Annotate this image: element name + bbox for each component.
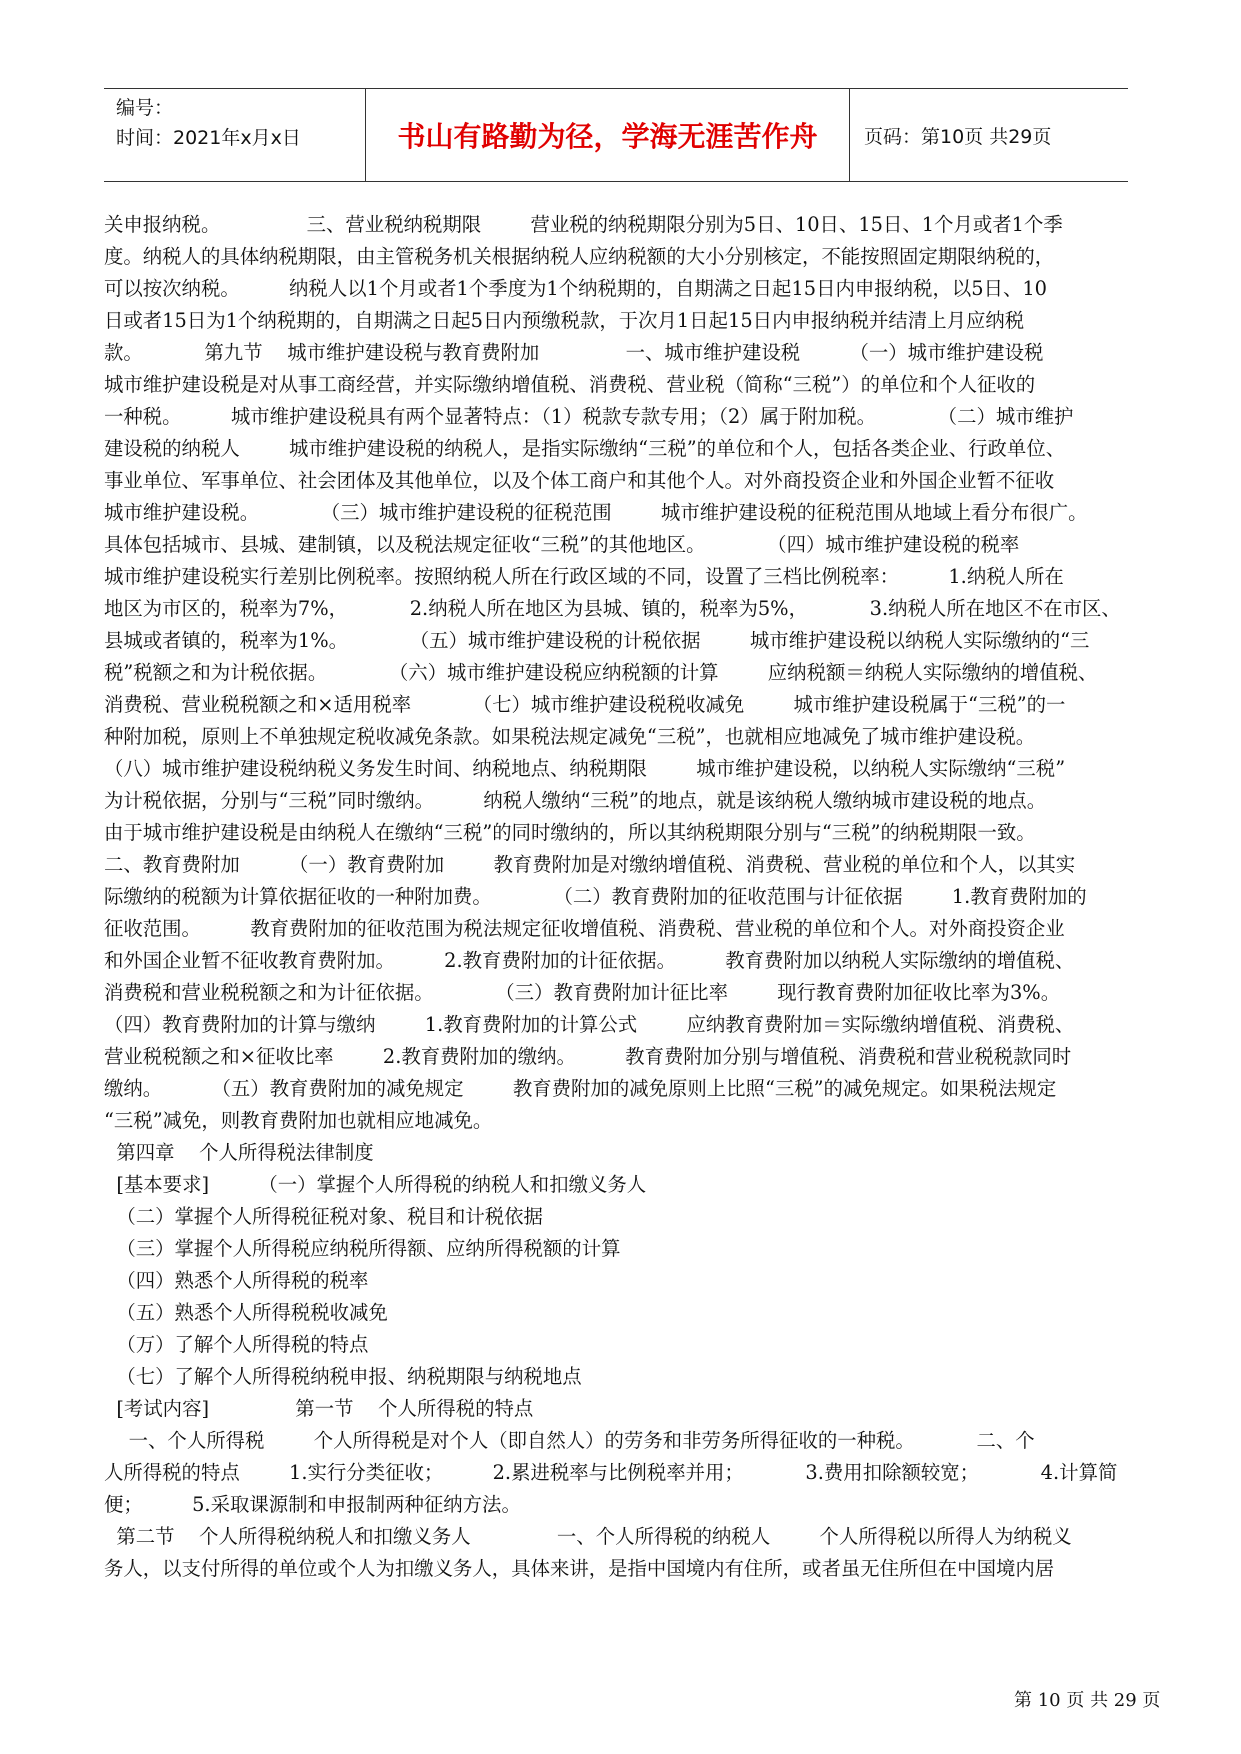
text-line: （三）掌握个人所得税应纳税所得额、应纳所得税额的计算 <box>104 1237 621 1260</box>
text-line: 具体包括城市、县城、建制镇，以及税法规定征收“三税”的其他地区。 （四）城市维护建设税的税率 <box>104 533 1020 556</box>
text-line: 城市维护建设税。 （三）城市维护建设税的征税范围 城市维护建设税的征税范围从地域上看分布很广。 <box>104 501 1088 524</box>
text-line: （八）城市维护建设税纳税义务发生时间、纳税地点、纳税期限 城市维护建设税，以纳税人实际缴纳“三税” <box>104 757 1066 780</box>
text-line: [基本要求] （一）掌握个人所得税的纳税人和扣缴义务人 <box>104 1173 647 1196</box>
text-line: 便； 5.采取课源制和申报制两种征纳方法。 <box>104 1493 521 1516</box>
header-motto-cell <box>366 89 850 181</box>
text-line: 城市维护建设税实行差别比例税率。按照纳税人所在行政区域的不同，设置了三档比例税率： 1.纳税人所在 <box>104 565 1064 588</box>
text-line: 和外国企业暂不征收教育费附加。 2.教育费附加的计征依据。 教育费附加以纳税人实际缴纳的增值税、 <box>104 949 1075 972</box>
text-line: 可以按次纳税。 纳税人以1个月或者1个季度为1个纳税期的，自期满之日起15日内申报纳税，以5日、10 <box>104 277 1048 300</box>
document-time-label: 时间：2021年x月x日 <box>116 127 301 149</box>
text-line: 一种税。 城市维护建设税具有两个显著特点：（1）税款专款专用；（2）属于附加税。 （二）城市维护 <box>104 405 1074 428</box>
text-line: 关申报纳税。 三、营业税纳税期限 营业税的纳税期限分别为5日、10日、15日、1个月或者1个季 <box>104 213 1063 236</box>
text-line: （万）了解个人所得税的特点 <box>104 1333 369 1356</box>
text-line: （二）掌握个人所得税征税对象、税目和计税依据 <box>104 1205 543 1228</box>
text-line: 人所得税的特点 1.实行分类征收； 2.累进税率与比例税率并用； 3.费用扣除额较宽； 4.计算简 <box>104 1461 1118 1484</box>
text-line: 税”税额之和为计税依据。 （六）城市维护建设税应纳税额的计算 应纳税额＝纳税人实际缴纳的增值税、 <box>104 661 1098 684</box>
text-line: 城市维护建设税是对从事工商经营，并实际缴纳增值税、消费税、营业税（简称“三税”）的单位和个人征收的 <box>104 373 1036 396</box>
header-page-info: 页码：第10页 共29页 <box>864 125 1052 148</box>
text-line: 建设税的纳税人 城市维护建设税的纳税人，是指实际缴纳“三税”的单位和个人，包括各类企业、行政单位、 <box>104 437 1066 460</box>
text-line: “三税”减免，则教育费附加也就相应地减免。 <box>104 1109 493 1132</box>
text-line: （四）熟悉个人所得税的税率 <box>104 1269 369 1292</box>
text-line: 事业单位、军事单位、社会团体及其他单位，以及个体工商户和其他个人。对外商投资企业和外国企业暂不征收 <box>104 469 1055 492</box>
page-header <box>104 88 1128 182</box>
text-line: 征收范围。 教育费附加的征收范围为税法规定征收增值税、消费税、营业税的单位和个人。对外商投资企业 <box>104 917 1065 940</box>
text-line: 地区为市区的，税率为7%， 2.纳税人所在地区为县城、镇的，税率为5%， 3.纳税人所在地区不在市区、 <box>104 597 1121 620</box>
text-line: 消费税、营业税税额之和×适用税率 （七）城市维护建设税税收减免 城市维护建设税属于“三税”的一 <box>104 693 1066 716</box>
text-line: 缴纳。 （五）教育费附加的减免规定 教育费附加的减免原则上比照“三税”的减免规定。如果税法规定 <box>104 1077 1057 1100</box>
text-line: 务人，以支付所得的单位或个人为扣缴义务人，具体来讲，是指中国境内有住所，或者虽无住所但在中国境内居 <box>104 1557 1055 1580</box>
document-body <box>104 209 1184 1585</box>
text-line: （五）熟悉个人所得税税收减免 <box>104 1301 388 1324</box>
text-line: 为计税依据，分别与“三税”同时缴纳。 纳税人缴纳“三税”的地点，就是该纳税人缴纳城市建设税的地点。 <box>104 789 1047 812</box>
text-line: 种附加税，原则上不单独规定税收减免条款。如果税法规定减免“三税”，也就相应地减免了城市维护建设税。 <box>104 725 1036 748</box>
text-line: （七）了解个人所得税纳税申报、纳税期限与纳税地点 <box>104 1365 582 1388</box>
text-line: 际缴纳的税额为计算依据征收的一种附加费。 （二）教育费附加的征收范围与计征依据 1.教育费附加的 <box>104 885 1087 908</box>
text-line: 消费税和营业税税额之和为计征依据。 （三）教育费附加计征比率 现行教育费附加征收比率为3%。 <box>104 981 1061 1004</box>
document-number-label: 编号： <box>116 97 174 119</box>
text-line: 县城或者镇的，税率为1%。 （五）城市维护建设税的计税依据 城市维护建设税以纳税人实际缴纳的“三 <box>104 629 1090 652</box>
header-left-cell <box>104 89 366 181</box>
text-line: 款。 第九节 城市维护建设税与教育费附加 一、城市维护建设税 （一）城市维护建设税 <box>104 341 1044 364</box>
header-motto: 书山有路勤为径，学海无涯苦作舟 <box>397 120 818 153</box>
text-line: 日或者15日为1个纳税期的，自期满之日起5日内预缴税款，于次月1日起15日内申报纳税并结清上月应纳税 <box>104 309 1025 332</box>
header-page-cell <box>850 89 1128 181</box>
page-footer: 第 10 页 共 29 页 <box>1014 1690 1161 1711</box>
text-line: （四）教育费附加的计算与缴纳 1.教育费附加的计算公式 应纳教育费附加＝实际缴纳增值税、消费税、 <box>104 1013 1075 1036</box>
text-line: 营业税税额之和×征收比率 2.教育费附加的缴纳。 教育费附加分别与增值税、消费税和营业税税款同时 <box>104 1045 1072 1068</box>
text-line: 一、个人所得税 个人所得税是对个人（即自然人）的劳务和非劳务所得征收的一种税。 二、个 <box>104 1429 1035 1452</box>
text-line: 第二节 个人所得税纳税人和扣缴义务人 一、个人所得税的纳税人 个人所得税以所得人为纳税义 <box>104 1525 1072 1548</box>
text-line: 由于城市维护建设税是由纳税人在缴纳“三税”的同时缴纳的，所以其纳税期限分别与“三税”的纳税期限一致。 <box>104 821 1036 844</box>
text-line: 二、教育费附加 （一）教育费附加 教育费附加是对缴纳增值税、消费税、营业税的单位和个人，以其实 <box>104 853 1076 876</box>
text-line: 度。纳税人的具体纳税期限，由主管税务机关根据纳税人应纳税额的大小分别核定，不能按照固定期限纳税的， <box>104 245 1055 268</box>
text-line: [考试内容] 第一节 个人所得税的特点 <box>104 1397 534 1420</box>
text-line: 第四章 个人所得税法律制度 <box>104 1141 374 1164</box>
